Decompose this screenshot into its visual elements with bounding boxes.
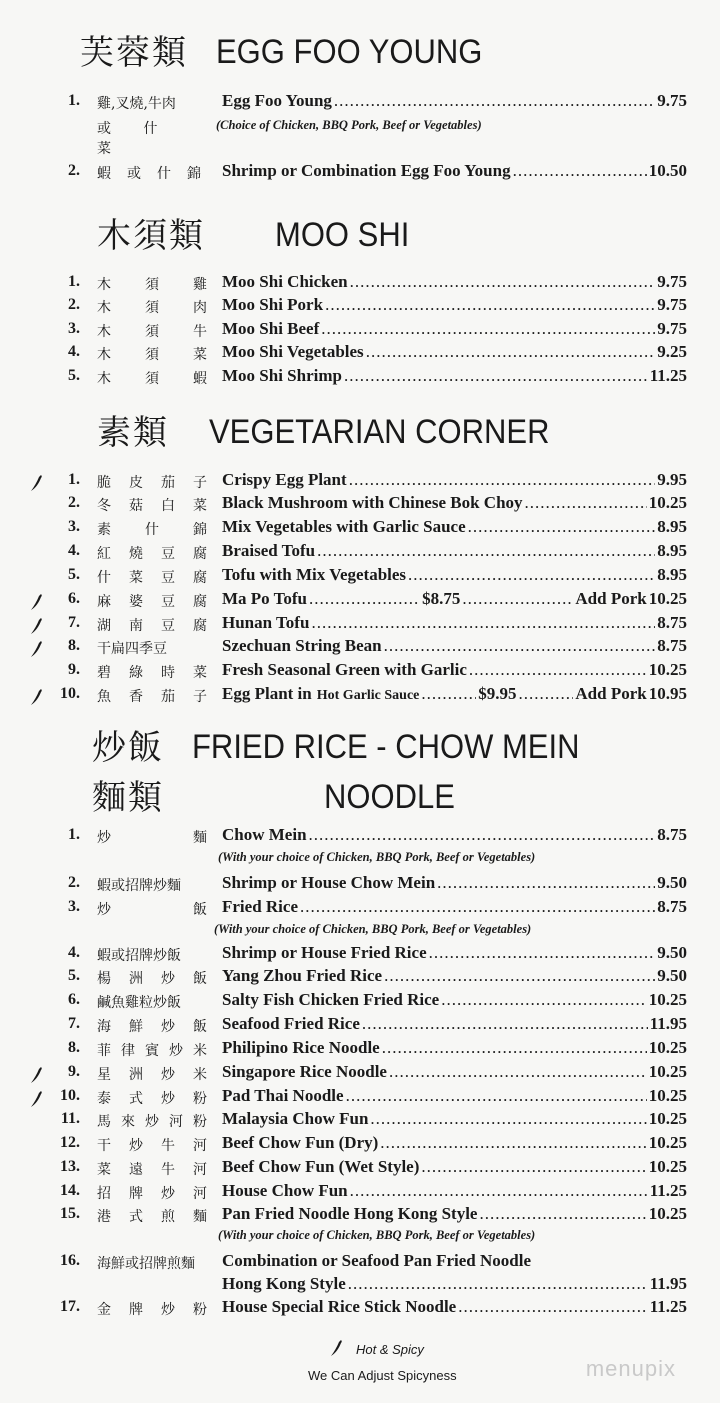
menu-item	[0, 1204, 720, 1228]
menu-item	[0, 943, 720, 967]
leader-dots	[468, 517, 656, 537]
leader-dots	[344, 366, 648, 386]
menu-item	[0, 295, 720, 319]
item-name-zh: 干 炒 牛 河	[97, 1138, 207, 1154]
item-name: Braised Tofu	[222, 541, 316, 560]
item-base-price: $9.95	[478, 684, 517, 703]
item-price: 8.95	[657, 541, 687, 560]
menu-item	[0, 990, 720, 1014]
item-name-zh: 素 什 錦	[97, 522, 207, 538]
menu-item	[0, 1062, 720, 1086]
section-header-egg-foo-young	[80, 25, 482, 74]
menu-item	[0, 589, 720, 613]
item-line	[222, 91, 687, 111]
item-name: Salty Fish Chicken Fried Rice	[222, 990, 440, 1009]
item-name: Yang Zhou Fried Rice	[222, 966, 383, 985]
item-name-zh: 招 牌 炒 河	[97, 1186, 207, 1202]
item-price: 10.50	[648, 161, 687, 180]
section-header-noodle	[92, 770, 455, 819]
item-price: 9.75	[657, 91, 687, 110]
menu-item	[0, 1251, 720, 1275]
leader-dots	[458, 1297, 647, 1317]
item-name: Philipino Rice Noodle	[222, 1038, 380, 1057]
menu-item	[0, 91, 720, 115]
item-note: (With your choice of Chicken, BBQ Pork, Beef or Vegetables)	[218, 1228, 536, 1242]
item-line	[222, 1297, 687, 1317]
item-name: Shrimp or Combination Egg Foo Young	[222, 161, 511, 180]
item-name-zh: 港 式 煎 麵	[97, 1209, 207, 1225]
item-number: 6.	[68, 590, 80, 607]
item-number: 1.	[68, 273, 80, 290]
leader-dots	[441, 990, 647, 1010]
item-name: Moo Shi Chicken	[222, 272, 348, 291]
chili-pepper-icon	[330, 1339, 344, 1357]
item-note: (With your choice of Chicken, BBQ Pork, Beef or Vegetables)	[218, 850, 536, 864]
item-line	[222, 342, 687, 362]
menu-item	[0, 897, 720, 921]
item-name: Moo Shi Beef	[222, 319, 320, 338]
item-number: 14.	[60, 1182, 80, 1199]
chili-pepper-icon	[30, 640, 44, 658]
item-number: 6.	[68, 991, 80, 1008]
item-name-zh: 海鮮或招牌煎麵	[97, 1256, 195, 1272]
item-name-zh: 紅 燒 豆 腐	[97, 546, 207, 562]
item-name-zh: 冬 菇 白 菜	[97, 498, 207, 514]
item-note: (With your choice of Chicken, BBQ Pork, Beef or Vegetables)	[214, 922, 532, 936]
item-number: 2.	[68, 296, 80, 313]
item-price: 11.95	[649, 1014, 687, 1033]
leader-dots	[479, 1204, 646, 1224]
item-line	[222, 825, 687, 845]
item-price: 8.75	[657, 636, 687, 655]
item-number: 2.	[68, 874, 80, 891]
item-price: 10.25	[648, 660, 687, 679]
item-number: 8.	[68, 637, 80, 654]
item-number: 4.	[68, 944, 80, 961]
item-line	[222, 660, 687, 680]
item-number: 10.	[60, 685, 80, 702]
menu-item	[0, 470, 720, 494]
section-title-zh: 木須類	[97, 216, 205, 256]
item-line	[222, 1062, 687, 1082]
item-name: Singapore Rice Noodle	[222, 1062, 387, 1081]
item-price: 10.25	[648, 1086, 687, 1105]
item-price: 9.75	[657, 295, 687, 314]
item-line	[222, 589, 687, 609]
item-name: Malaysia Chow Fun	[222, 1109, 369, 1128]
chili-pepper-icon	[30, 474, 44, 492]
leader-dots	[469, 660, 647, 680]
item-number: 4.	[68, 343, 80, 360]
item-price: 11.25	[649, 366, 687, 385]
menu-item	[0, 1157, 720, 1181]
item-name: Hunan Tofu	[222, 613, 310, 632]
item-number: 5.	[68, 367, 80, 384]
leader-dots	[421, 1157, 646, 1177]
item-number: 9.	[68, 661, 80, 678]
item-price: 10.25	[648, 493, 687, 512]
leader-dots	[309, 825, 656, 845]
item-name: Beef Chow Fun (Wet Style)	[222, 1157, 420, 1176]
item-number: 5.	[68, 566, 80, 583]
item-name: Black Mushroom with Chinese Bok Choy	[222, 493, 523, 512]
section-title-zh: 炒飯	[92, 728, 164, 768]
section-title-zh: 素類	[97, 413, 169, 453]
item-name: Moo Shi Pork	[222, 295, 324, 314]
item-name-zh: 海 鮮 炒 飯	[97, 1019, 207, 1035]
item-name: Combination or Seafood Pan Fried Noodle	[222, 1251, 532, 1270]
item-line	[222, 319, 687, 339]
section-title-en: EGG FOO YOUNG	[216, 31, 483, 71]
item-number: 11.	[60, 1110, 80, 1127]
menu-item	[0, 272, 720, 296]
item-line	[222, 1157, 687, 1177]
item-line	[222, 1251, 687, 1271]
item-line	[222, 873, 687, 893]
item-base-price: $8.75	[422, 589, 461, 608]
item-number: 4.	[68, 542, 80, 559]
item-line	[222, 1274, 687, 1294]
item-price: 11.25	[649, 1297, 687, 1316]
chili-pepper-icon	[30, 688, 44, 706]
leader-dots	[350, 1181, 648, 1201]
item-line	[222, 1181, 687, 1201]
section-title-zh-line2: 麵類	[92, 778, 164, 818]
chili-pepper-icon	[30, 617, 44, 635]
item-name: Egg Foo Young	[222, 91, 332, 110]
item-name: Crispy Egg Plant	[222, 470, 347, 489]
item-name-zh: 木 須 菜	[97, 347, 207, 363]
leader-dots	[317, 541, 655, 561]
item-line	[222, 565, 687, 585]
item-option: Add Pork	[575, 589, 647, 608]
item-name-detail: Hot Garlic Sauce	[316, 688, 420, 703]
item-line	[222, 1204, 687, 1224]
item-price: 10.25	[648, 1133, 687, 1152]
item-line	[222, 1109, 687, 1129]
item-name: Pan Fried Noodle Hong Kong Style	[222, 1204, 478, 1223]
item-line	[222, 943, 687, 963]
item-name-zh: 蝦或招牌炒飯	[97, 948, 181, 964]
chili-pepper-icon	[30, 1090, 44, 1108]
leader-dots	[389, 1062, 647, 1082]
item-number: 5.	[68, 967, 80, 984]
menu-item	[0, 541, 720, 565]
menu-item	[0, 1038, 720, 1062]
menu-item	[0, 366, 720, 390]
item-price: 11.95	[649, 1274, 687, 1293]
item-price: 9.25	[657, 342, 687, 361]
item-name-zh: 碧 綠 時 菜	[97, 665, 207, 681]
item-number: 3.	[68, 518, 80, 535]
item-price: 8.75	[657, 897, 687, 916]
item-number: 12.	[60, 1134, 80, 1151]
menu-item	[0, 1297, 720, 1321]
item-number: 7.	[68, 1015, 80, 1032]
item-name-zh: 木 須 牛	[97, 324, 207, 340]
section-title-en: VEGETARIAN CORNER	[209, 411, 550, 451]
item-name-zh: 干扁四季豆	[97, 641, 167, 657]
item-line	[222, 161, 687, 181]
item-name-zh: 鹹魚雞粒炒飯	[97, 995, 181, 1011]
item-name: House Special Rice Stick Noodle	[222, 1297, 457, 1316]
item-name-line2: Hong Kong Style	[222, 1274, 346, 1293]
item-price: 10.25	[648, 1109, 687, 1128]
item-number: 13.	[60, 1158, 80, 1175]
item-name-zh: 蝦 或 什 錦	[97, 166, 207, 182]
item-name-zh: 楊 洲 炒 飯	[97, 971, 207, 987]
leader-dots	[525, 493, 647, 513]
leader-dots	[334, 91, 655, 111]
menu-item	[0, 517, 720, 541]
item-number: 8.	[68, 1039, 80, 1056]
item-name: Seafood Fried Rice	[222, 1014, 360, 1033]
item-number: 15.	[60, 1205, 80, 1222]
leader-dots	[382, 1038, 647, 1058]
item-name-zh: 雞,叉燒,牛肉	[97, 96, 176, 112]
leader-dots	[519, 684, 574, 704]
item-number: 9.	[68, 1063, 80, 1080]
menu-item	[0, 1014, 720, 1038]
item-name-zh: 泰 式 炒 粉	[97, 1091, 207, 1107]
item-name-zh: 菲 律 賓 炒 米	[97, 1043, 207, 1059]
section-title-en: FRIED RICE - CHOW MEIN	[192, 726, 580, 766]
leader-dots	[462, 589, 573, 609]
item-price: 10.25	[648, 1038, 687, 1057]
item-number: 3.	[68, 898, 80, 915]
menu-item	[0, 1181, 720, 1205]
item-price: 9.50	[657, 966, 687, 985]
item-line	[222, 366, 687, 386]
item-line	[222, 636, 687, 656]
section-header-fried-rice	[92, 720, 580, 769]
item-price: 9.75	[657, 272, 687, 291]
item-name: Shrimp or House Chow Mein	[222, 873, 436, 892]
item-line	[222, 470, 687, 490]
menu-item	[0, 319, 720, 343]
menu-item	[0, 161, 720, 185]
menu-item	[0, 1086, 720, 1110]
legend-adjust-spicyness: We Can Adjust Spicyness	[308, 1368, 457, 1383]
menu-item	[0, 342, 720, 366]
leader-dots	[325, 295, 655, 315]
leader-dots	[408, 565, 655, 585]
item-number: 1.	[68, 826, 80, 843]
menu-item	[0, 966, 720, 990]
item-line	[222, 966, 687, 986]
item-number: 3.	[68, 320, 80, 337]
leader-dots	[321, 319, 655, 339]
leader-dots	[300, 897, 655, 917]
section-title-zh: 芙蓉類	[80, 33, 188, 73]
item-name-zh: 炒 飯	[97, 902, 207, 918]
item-line	[222, 1014, 687, 1034]
menu-item	[0, 684, 720, 708]
item-price: 10.25	[648, 1062, 687, 1081]
item-number: 1.	[68, 471, 80, 488]
item-name-zh-line2: 或 什 菜	[97, 121, 172, 157]
item-line	[222, 1038, 687, 1058]
chili-pepper-icon	[30, 1066, 44, 1084]
menu-item-line2	[0, 1274, 720, 1298]
item-line	[222, 493, 687, 513]
item-line	[222, 517, 687, 537]
item-name-zh: 金 牌 炒 粉	[97, 1302, 207, 1318]
item-number: 17.	[60, 1298, 80, 1315]
item-price: 10.25	[648, 990, 687, 1009]
item-name-zh: 脆 皮 茄 子	[97, 475, 207, 491]
item-note: (Choice of Chicken, BBQ Pork, Beef or Vegetables)	[216, 118, 482, 132]
item-name: Mix Vegetables with Garlic Sauce	[222, 517, 466, 536]
legend-hot-spicy: Hot & Spicy	[356, 1342, 424, 1357]
leader-dots	[346, 1086, 647, 1106]
item-name: Egg Plant in	[222, 684, 312, 703]
leader-dots	[350, 272, 656, 292]
leader-dots	[366, 342, 656, 362]
item-price: 9.75	[657, 319, 687, 338]
menu-item	[0, 1133, 720, 1157]
item-price: 10.25	[648, 589, 687, 608]
item-name: Pad Thai Noodle	[222, 1086, 344, 1105]
item-number: 2.	[68, 162, 80, 179]
item-name: Beef Chow Fun (Dry)	[222, 1133, 379, 1152]
leader-dots	[437, 873, 655, 893]
item-name: House Chow Fun	[222, 1181, 348, 1200]
item-price: 8.75	[657, 825, 687, 844]
leader-dots	[348, 1274, 648, 1294]
menu-item	[0, 1109, 720, 1133]
section-title-en: MOO SHI	[275, 214, 410, 254]
menu-item	[0, 873, 720, 897]
watermark: menupix	[585, 1356, 676, 1381]
menu-item	[0, 660, 720, 684]
item-line	[222, 272, 687, 292]
item-price: 8.75	[657, 613, 687, 632]
item-price: 10.25	[648, 1157, 687, 1176]
item-name: Chow Mein	[222, 825, 307, 844]
item-name-zh: 木 須 雞	[97, 277, 207, 293]
item-line	[222, 1086, 687, 1106]
item-line	[222, 613, 687, 633]
item-name: Fried Rice	[222, 897, 298, 916]
item-option: Add Pork	[575, 684, 647, 703]
leader-dots	[380, 1133, 646, 1153]
item-price: 10.25	[648, 1204, 687, 1223]
leader-dots	[384, 966, 655, 986]
section-header-vegetarian	[97, 405, 549, 454]
chili-pepper-icon	[30, 593, 44, 611]
menu-item	[0, 636, 720, 660]
item-name-zh: 什 菜 豆 腐	[97, 570, 207, 586]
item-line	[222, 1133, 687, 1153]
item-line	[222, 990, 687, 1010]
item-number: 2.	[68, 494, 80, 511]
item-name-zh: 菜 遠 牛 河	[97, 1162, 207, 1178]
item-name: Moo Shi Vegetables	[222, 342, 364, 361]
item-name: Ma Po Tofu	[222, 589, 308, 608]
item-line	[222, 897, 687, 917]
section-header-moo-shi	[97, 208, 409, 257]
item-name-zh: 湖 南 豆 腐	[97, 618, 207, 634]
section-title-en-line2: NOODLE	[324, 776, 455, 816]
item-name-zh: 魚 香 茄 子	[97, 689, 207, 705]
item-number: 1.	[68, 92, 80, 109]
item-name: Moo Shi Shrimp	[222, 366, 342, 385]
menu-item	[0, 613, 720, 637]
leader-dots	[384, 636, 656, 656]
item-number: 7.	[68, 614, 80, 631]
item-name-zh: 炒 麵	[97, 830, 207, 846]
item-number: 10.	[60, 1087, 80, 1104]
item-price: 11.25	[649, 1181, 687, 1200]
menu-item	[0, 493, 720, 517]
item-price: 8.95	[657, 517, 687, 536]
menu-item	[0, 825, 720, 849]
item-price: 8.95	[657, 565, 687, 584]
leader-dots	[370, 1109, 646, 1129]
item-line	[222, 684, 687, 704]
item-name: Tofu with Mix Vegetables	[222, 565, 407, 584]
menu-item	[0, 565, 720, 589]
leader-dots	[362, 1014, 648, 1034]
item-number: 16.	[60, 1252, 80, 1269]
item-price: 9.50	[657, 873, 687, 892]
item-price: 10.95	[648, 684, 687, 703]
item-name-zh: 蝦或招牌炒麵	[97, 878, 181, 894]
item-name-zh: 木 須 肉	[97, 300, 207, 316]
item-name: Fresh Seasonal Green with Garlic	[222, 660, 467, 679]
item-price: 9.95	[657, 470, 687, 489]
leader-dots	[309, 589, 420, 609]
leader-dots	[421, 684, 476, 704]
leader-dots	[513, 161, 647, 181]
item-name-zh: 星 洲 炒 米	[97, 1067, 207, 1083]
item-name-zh: 馬 來 炒 河 粉	[97, 1114, 207, 1130]
item-line	[222, 541, 687, 561]
item-name-zh: 木 須 蝦	[97, 371, 207, 387]
item-name: Shrimp or House Fried Rice	[222, 943, 427, 962]
leader-dots	[311, 613, 655, 633]
item-price: 9.50	[657, 943, 687, 962]
item-name: Szechuan String Bean	[222, 636, 382, 655]
item-line	[222, 295, 687, 315]
item-name-zh: 麻 婆 豆 腐	[97, 594, 207, 610]
leader-dots	[349, 470, 656, 490]
leader-dots	[429, 943, 656, 963]
